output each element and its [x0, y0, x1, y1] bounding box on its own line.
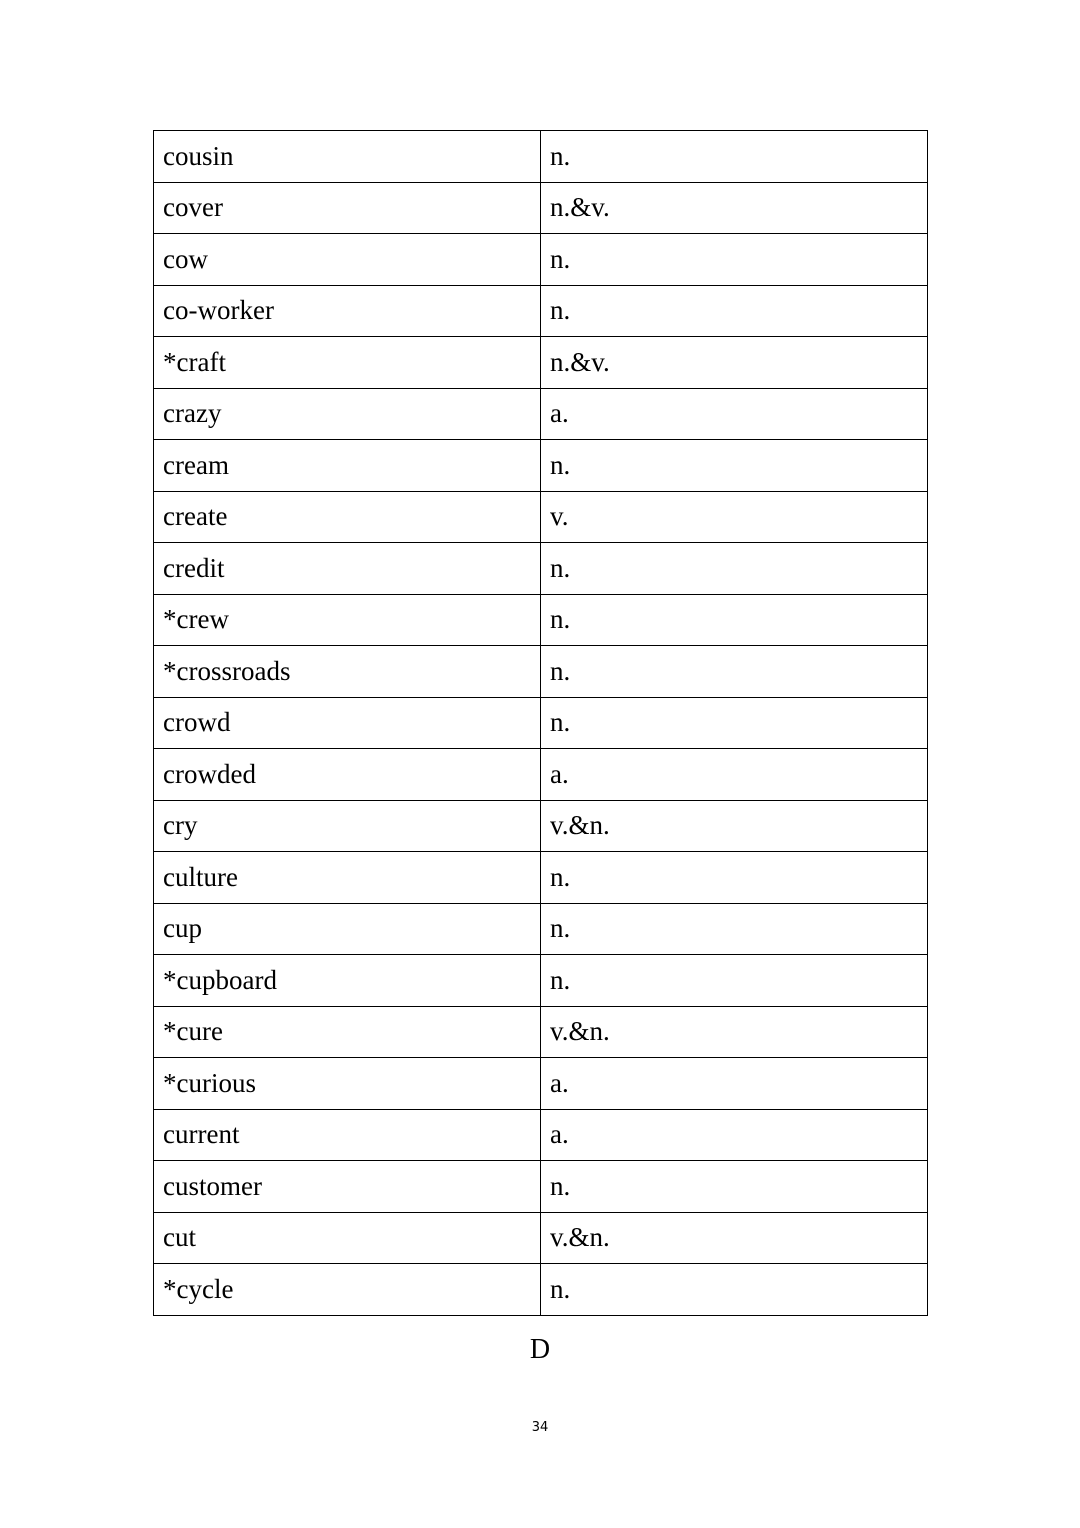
word-cell: cow — [154, 234, 541, 286]
table-row — [154, 1264, 928, 1316]
part-of-speech-cell: n. — [541, 903, 928, 955]
word-cell: create — [154, 491, 541, 543]
word-cell: current — [154, 1109, 541, 1161]
table-row — [154, 903, 928, 955]
vocabulary-table — [153, 130, 928, 1316]
vocabulary-table-body — [154, 131, 928, 1316]
word-cell: credit — [154, 543, 541, 595]
word-cell: crowd — [154, 697, 541, 749]
part-of-speech-cell: n. — [541, 1264, 928, 1316]
table-row — [154, 1058, 928, 1110]
part-of-speech-cell: n. — [541, 440, 928, 492]
word-cell: cup — [154, 903, 541, 955]
part-of-speech-cell: a. — [541, 1109, 928, 1161]
part-of-speech-cell: a. — [541, 388, 928, 440]
word-cell: *craft — [154, 337, 541, 389]
word-cell: customer — [154, 1161, 541, 1213]
table-row — [154, 1161, 928, 1213]
part-of-speech-cell: n.&v. — [541, 337, 928, 389]
word-cell: *cure — [154, 1006, 541, 1058]
table-row — [154, 697, 928, 749]
table-row — [154, 543, 928, 595]
table-row — [154, 131, 928, 183]
word-cell: *crossroads — [154, 646, 541, 698]
word-cell: cut — [154, 1212, 541, 1264]
table-row — [154, 1109, 928, 1161]
table-row — [154, 594, 928, 646]
part-of-speech-cell: v.&n. — [541, 1006, 928, 1058]
part-of-speech-cell: n. — [541, 131, 928, 183]
table-row — [154, 285, 928, 337]
table-row — [154, 749, 928, 801]
word-cell: cousin — [154, 131, 541, 183]
word-cell: co-worker — [154, 285, 541, 337]
part-of-speech-cell: n. — [541, 955, 928, 1007]
part-of-speech-cell: n. — [541, 594, 928, 646]
table-row — [154, 852, 928, 904]
part-of-speech-cell: a. — [541, 1058, 928, 1110]
part-of-speech-cell: n. — [541, 234, 928, 286]
word-cell: *cycle — [154, 1264, 541, 1316]
word-cell: *cupboard — [154, 955, 541, 1007]
word-cell: culture — [154, 852, 541, 904]
part-of-speech-cell: v. — [541, 491, 928, 543]
word-cell: crowded — [154, 749, 541, 801]
part-of-speech-cell: n. — [541, 646, 928, 698]
part-of-speech-cell: n.&v. — [541, 182, 928, 234]
part-of-speech-cell: v.&n. — [541, 1212, 928, 1264]
table-row — [154, 1212, 928, 1264]
part-of-speech-cell: n. — [541, 543, 928, 595]
part-of-speech-cell: n. — [541, 285, 928, 337]
table-row — [154, 440, 928, 492]
section-letter-heading: D — [529, 1334, 551, 1365]
word-cell: *crew — [154, 594, 541, 646]
table-row — [154, 388, 928, 440]
part-of-speech-cell: n. — [541, 1161, 928, 1213]
table-row — [154, 337, 928, 389]
word-cell: *curious — [154, 1058, 541, 1110]
table-row — [154, 234, 928, 286]
word-cell: crazy — [154, 388, 541, 440]
table-row — [154, 491, 928, 543]
table-row — [154, 182, 928, 234]
part-of-speech-cell: v.&n. — [541, 800, 928, 852]
table-row — [154, 800, 928, 852]
part-of-speech-cell: n. — [541, 852, 928, 904]
word-cell: cover — [154, 182, 541, 234]
page-number: 34 — [531, 1420, 549, 1435]
table-row — [154, 955, 928, 1007]
table-row — [154, 646, 928, 698]
part-of-speech-cell: n. — [541, 697, 928, 749]
part-of-speech-cell: a. — [541, 749, 928, 801]
word-cell: cream — [154, 440, 541, 492]
table-row — [154, 1006, 928, 1058]
word-cell: cry — [154, 800, 541, 852]
